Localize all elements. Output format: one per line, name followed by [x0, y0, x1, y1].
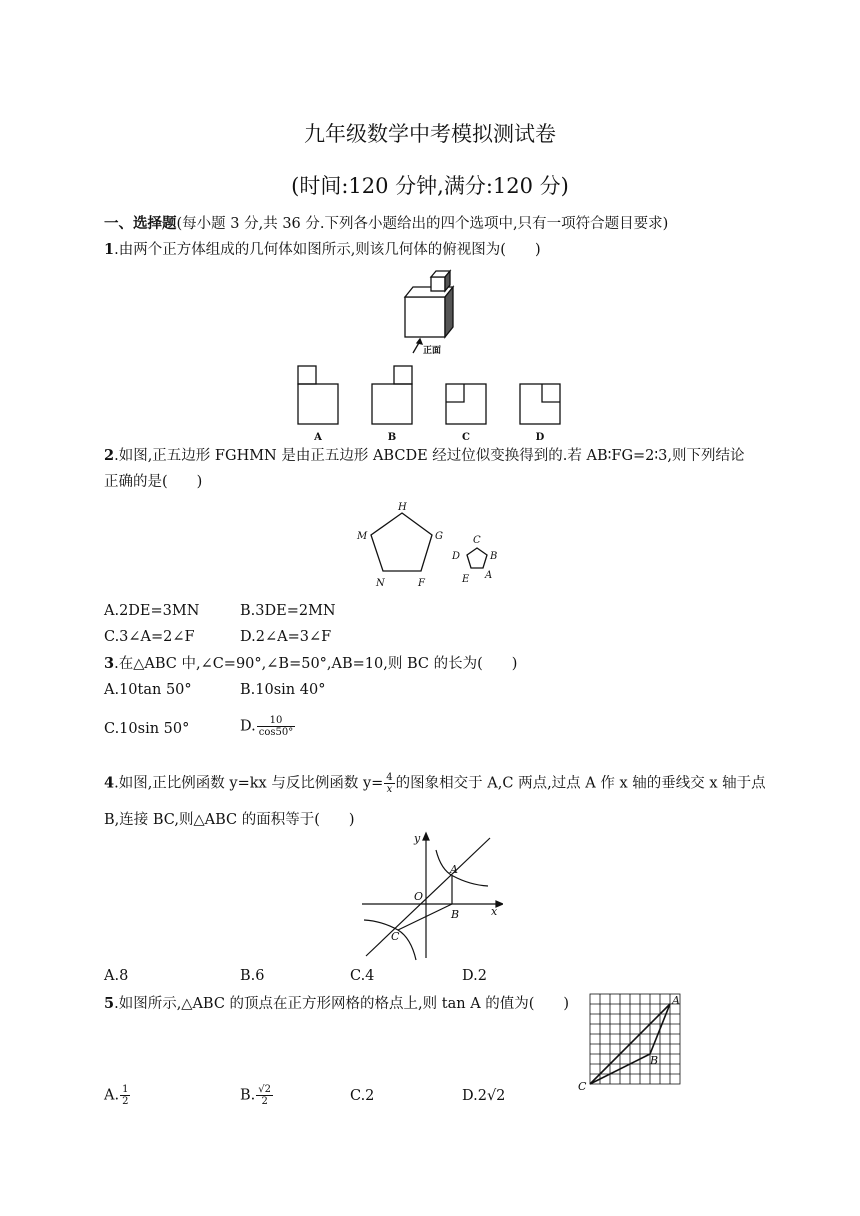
denominator: 2 [261, 1096, 268, 1107]
question-number: 2 [104, 447, 115, 464]
point-a-label: A [450, 863, 458, 876]
option-prefix: B. [240, 1087, 256, 1104]
q4-option-b: B.6 [240, 968, 265, 984]
grid-point-a: A [672, 994, 680, 1007]
q4-option-d: D.2 [462, 968, 487, 984]
option-label-d: D [535, 432, 545, 443]
question-1 [104, 240, 541, 260]
question-4 [104, 772, 766, 795]
origin-label: O [414, 890, 424, 903]
front-label: 正面 [423, 346, 442, 356]
vertex-e: E [462, 574, 470, 585]
question-text: .由两个正方体组成的几何体如图所示,则该几何体的俯视图为( ) [114, 242, 541, 258]
section-heading [104, 212, 668, 233]
q4-option-c: C.4 [350, 968, 375, 984]
pentagon-figure [352, 498, 512, 593]
vertex-n: N [376, 578, 385, 589]
exam-info: (时间:120 分钟,满分:120 分) [291, 174, 569, 198]
vertex-m: M [357, 531, 368, 542]
vertex-d: D [452, 551, 461, 562]
option-label-b: B [387, 432, 397, 443]
denominator: 2 [122, 1096, 129, 1107]
numerator: 4 [386, 772, 393, 783]
point-c-label: C [391, 930, 400, 943]
q3-option-a: A.10tan 50° [104, 682, 192, 698]
point-b-label: B [451, 908, 460, 921]
q5-option-d: D.2√2 [462, 1088, 506, 1104]
y-axis-label: y [414, 832, 421, 845]
vertex-g: G [435, 531, 443, 542]
fraction [257, 715, 295, 738]
denominator: x [386, 784, 393, 795]
question-text: .在△ABC 中,∠C=90°,∠B=50°,AB=10,则 BC 的长为( ) [114, 656, 518, 672]
numerator: 10 [257, 715, 295, 727]
q2-option-c: C.3∠A=2∠F [104, 629, 195, 645]
numerator: √2 [258, 1084, 271, 1095]
question-2 [104, 446, 745, 466]
option-prefix: D. [240, 718, 256, 735]
x-axis-label: x [491, 905, 498, 918]
fraction [384, 772, 394, 795]
q2-option-a: A.2DE=3MN [104, 603, 200, 619]
question-number: 1 [104, 241, 115, 258]
question-4-line2: B,连接 BC,则△ABC 的面积等于( ) [104, 812, 355, 828]
section-title: 一、选择题 [104, 216, 177, 232]
question-number: 5 [104, 995, 115, 1012]
question-number: 4 [104, 774, 115, 792]
option-label-a: A [314, 432, 322, 443]
q4-option-a: A.8 [104, 968, 129, 984]
question-text-cont: 的图象相交于 A,C 两点,过点 A 作 x 轴的垂线交 x 轴于点 [395, 775, 766, 792]
section-instruction: (每小题 3 分,共 36 分.下列各小题给出的四个选项中,只有一项符合题目要求) [176, 216, 669, 232]
q2-option-b: B.3DE=2MN [240, 603, 336, 619]
option-prefix: A. [104, 1087, 120, 1104]
cube-solid-figure [395, 265, 465, 360]
page-title: 九年级数学中考模拟测试卷 [304, 122, 556, 146]
question-text: .如图,正五边形 FGHMN 是由正五边形 ABCDE 经过位似变换得到的.若 AB∶FG=2∶3,则下列结论 [114, 448, 745, 464]
vertex-f: F [418, 578, 425, 589]
q5-option-b [240, 1084, 274, 1107]
question-3 [104, 654, 517, 674]
fraction [256, 1084, 273, 1107]
vertex-a: A [485, 570, 493, 581]
question-text: .如图所示,△ABC 的顶点在正方形网格的格点上,则 tan A 的值为( ) [114, 996, 570, 1012]
option-label-c: C [462, 432, 470, 443]
q3-option-d [240, 715, 296, 738]
q3-option-c: C.10sin 50° [104, 721, 190, 737]
fraction [120, 1084, 130, 1107]
q2-option-d: D.2∠A=3∠F [240, 629, 332, 645]
question-2-line2: 正确的是( ) [104, 474, 203, 490]
numerator: 1 [122, 1084, 129, 1095]
q5-option-c: C.2 [350, 1088, 375, 1104]
grid-point-b: B [650, 1054, 659, 1067]
question-text: .如图,正比例函数 y=kx 与反比例函数 y= [114, 775, 384, 792]
question-number: 3 [104, 655, 115, 672]
vertex-b: B [490, 551, 498, 562]
vertex-c: C [473, 535, 481, 546]
q3-option-b: B.10sin 40° [240, 682, 326, 698]
grid-figure [576, 990, 686, 1092]
question-5 [104, 994, 569, 1014]
q1-option-views [290, 362, 580, 444]
vertex-h: H [398, 502, 407, 513]
denominator: cos50° [258, 727, 294, 738]
q5-option-a [104, 1084, 131, 1107]
grid-point-c: C [578, 1080, 587, 1092]
function-graph [358, 830, 503, 962]
